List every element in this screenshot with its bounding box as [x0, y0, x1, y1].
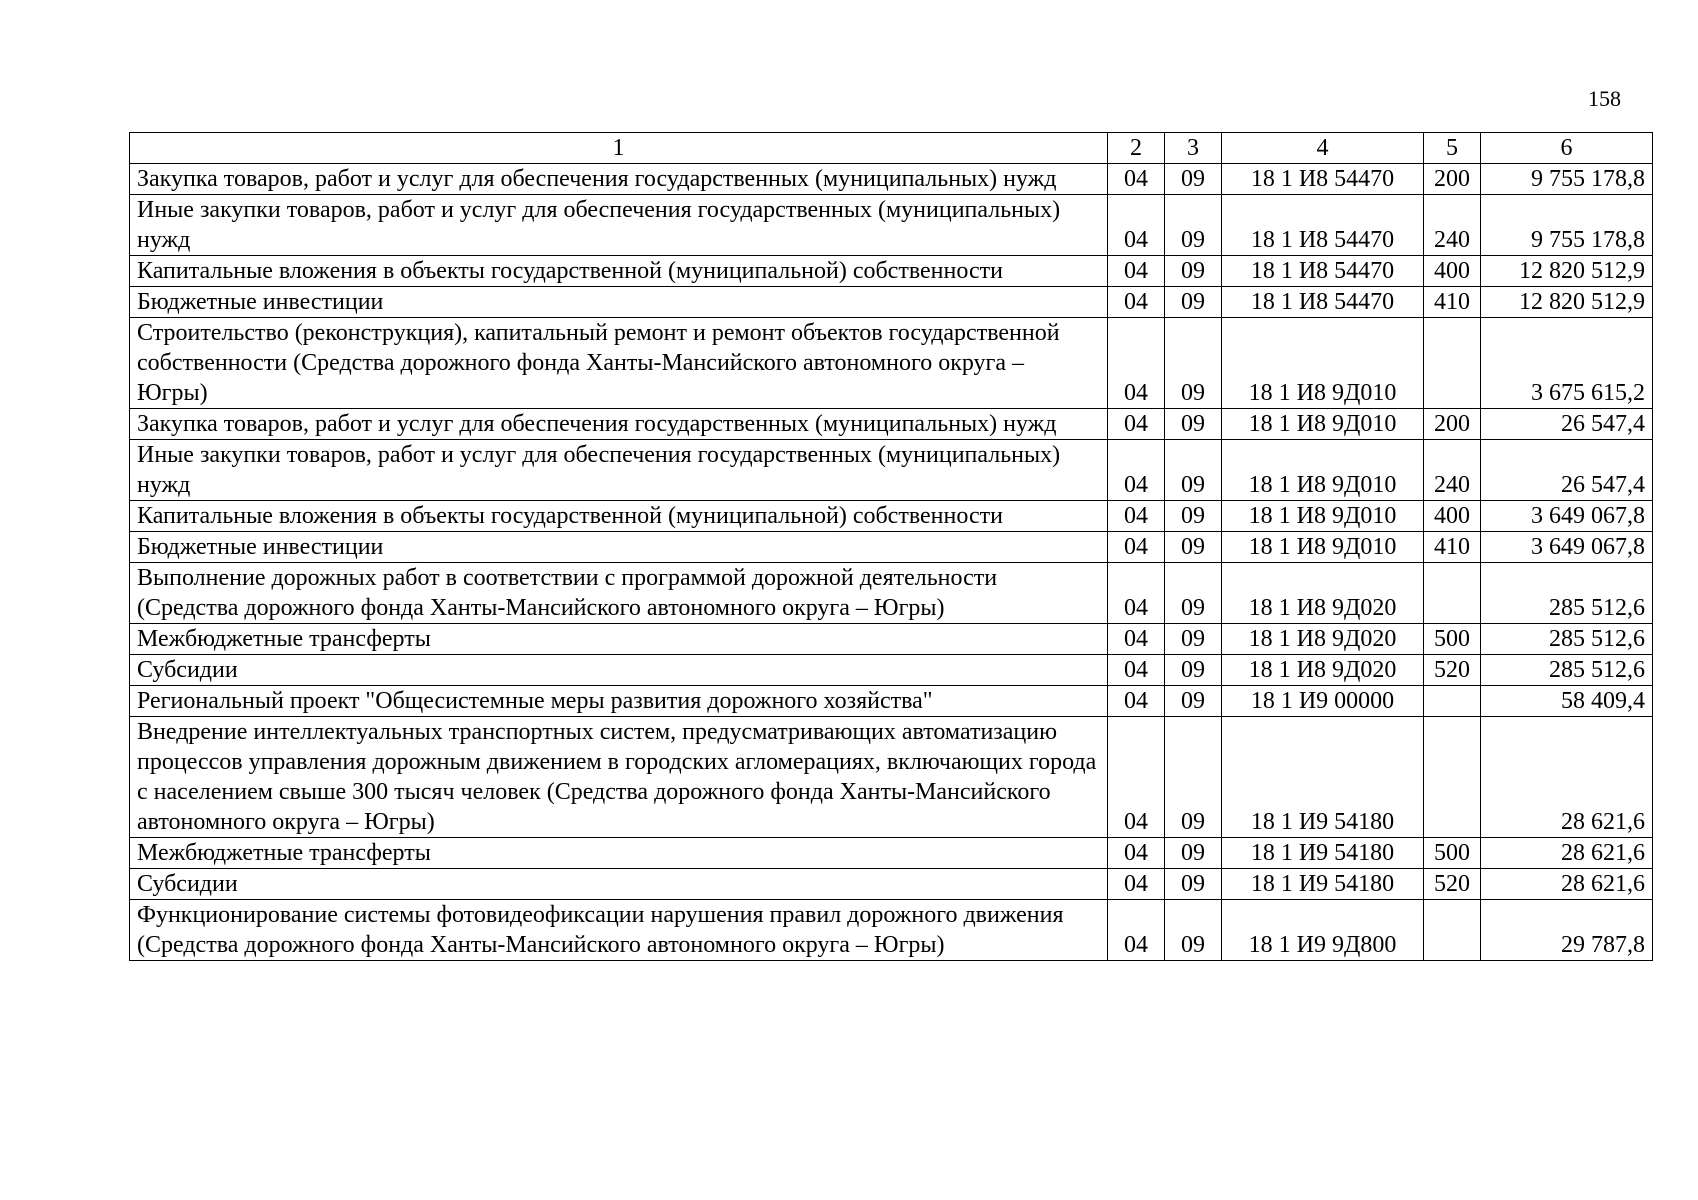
cell-subsection: 09 — [1165, 532, 1222, 563]
cell-name: Закупка товаров, работ и услуг для обеспечения государственных (муниципальных) нужд — [130, 409, 1108, 440]
cell-section: 04 — [1108, 838, 1165, 869]
cell-name: Выполнение дорожных работ в соответствии с программой дорожной деятельности (Средства дорожного фонда Ханты-Мансийского автономного округа – Югры) — [130, 563, 1108, 624]
cell-amount: 285 512,6 — [1481, 563, 1653, 624]
cell-name: Капитальные вложения в объекты государственной (муниципальной) собственности — [130, 501, 1108, 532]
cell-name: Субсидии — [130, 869, 1108, 900]
cell-subsection: 09 — [1165, 409, 1222, 440]
cell-expense-type: 410 — [1424, 532, 1481, 563]
cell-name: Иные закупки товаров, работ и услуг для обеспечения государственных (муниципальных) нужд — [130, 195, 1108, 256]
cell-amount: 285 512,6 — [1481, 624, 1653, 655]
page-number: 158 — [1588, 86, 1621, 111]
cell-subsection: 09 — [1165, 164, 1222, 195]
table-row — [130, 256, 1653, 287]
cell-target-article: 18 1 И8 9Д010 — [1222, 318, 1424, 409]
cell-amount: 285 512,6 — [1481, 655, 1653, 686]
cell-expense-type: 240 — [1424, 440, 1481, 501]
cell-target-article: 18 1 И9 00000 — [1222, 686, 1424, 717]
cell-target-article: 18 1 И8 54470 — [1222, 287, 1424, 318]
cell-subsection: 09 — [1165, 563, 1222, 624]
cell-target-article: 18 1 И8 9Д020 — [1222, 563, 1424, 624]
cell-section: 04 — [1108, 440, 1165, 501]
header-cell-pr: 3 — [1165, 133, 1222, 164]
table-row — [130, 501, 1653, 532]
cell-expense-type — [1424, 686, 1481, 717]
table-body — [130, 164, 1653, 961]
cell-name: Функционирование системы фотовидеофиксации нарушения правил дорожного движения (Средства дорожного фонда Ханты-Мансийского автономного округа – Югры) — [130, 900, 1108, 961]
cell-name: Строительство (реконструкция), капитальный ремонт и ремонт объектов государственной собственности (Средства дорожного фонда Ханты-Мансийского автономного округа – Югры) — [130, 318, 1108, 409]
cell-name: Межбюджетные трансферты — [130, 838, 1108, 869]
header-cell-vr: 5 — [1424, 133, 1481, 164]
cell-target-article: 18 1 И9 54180 — [1222, 838, 1424, 869]
cell-expense-type: 240 — [1424, 195, 1481, 256]
cell-expense-type — [1424, 717, 1481, 838]
table-row — [130, 900, 1653, 961]
cell-target-article: 18 1 И8 9Д020 — [1222, 624, 1424, 655]
cell-section: 04 — [1108, 501, 1165, 532]
cell-section: 04 — [1108, 318, 1165, 409]
cell-amount: 26 547,4 — [1481, 440, 1653, 501]
table-header — [130, 133, 1653, 164]
cell-name: Субсидии — [130, 655, 1108, 686]
cell-target-article: 18 1 И8 9Д010 — [1222, 532, 1424, 563]
cell-expense-type: 200 — [1424, 409, 1481, 440]
cell-amount: 28 621,6 — [1481, 838, 1653, 869]
cell-name: Внедрение интеллектуальных транспортных систем, предусматривающих автоматизацию процессов управления дорожным движением в городских агломерациях, включающих города с населением свыше 300 тысяч человек (Средства дорожного фонда Ханты-Мансийского автономного округа – Югры) — [130, 717, 1108, 838]
cell-name: Бюджетные инвестиции — [130, 532, 1108, 563]
cell-section: 04 — [1108, 686, 1165, 717]
cell-target-article: 18 1 И8 9Д010 — [1222, 501, 1424, 532]
table-row — [130, 409, 1653, 440]
table-row — [130, 287, 1653, 318]
cell-expense-type: 400 — [1424, 501, 1481, 532]
budget-table — [129, 132, 1653, 961]
cell-target-article: 18 1 И9 54180 — [1222, 717, 1424, 838]
cell-subsection: 09 — [1165, 195, 1222, 256]
cell-expense-type: 410 — [1424, 287, 1481, 318]
cell-amount: 58 409,4 — [1481, 686, 1653, 717]
table-row — [130, 563, 1653, 624]
cell-target-article: 18 1 И8 54470 — [1222, 164, 1424, 195]
table-row — [130, 869, 1653, 900]
cell-section: 04 — [1108, 900, 1165, 961]
cell-amount: 3 649 067,8 — [1481, 501, 1653, 532]
table-row — [130, 164, 1653, 195]
table-row — [130, 195, 1653, 256]
cell-section: 04 — [1108, 164, 1165, 195]
cell-expense-type: 200 — [1424, 164, 1481, 195]
cell-amount: 3 675 615,2 — [1481, 318, 1653, 409]
header-cell-rz: 2 — [1108, 133, 1165, 164]
cell-subsection: 09 — [1165, 900, 1222, 961]
cell-expense-type: 500 — [1424, 624, 1481, 655]
cell-name: Закупка товаров, работ и услуг для обеспечения государственных (муниципальных) нужд — [130, 164, 1108, 195]
cell-name: Капитальные вложения в объекты государственной (муниципальной) собственности — [130, 256, 1108, 287]
cell-section: 04 — [1108, 195, 1165, 256]
cell-subsection: 09 — [1165, 256, 1222, 287]
table-row — [130, 440, 1653, 501]
cell-expense-type: 520 — [1424, 655, 1481, 686]
cell-subsection: 09 — [1165, 717, 1222, 838]
cell-subsection: 09 — [1165, 655, 1222, 686]
cell-amount: 12 820 512,9 — [1481, 256, 1653, 287]
cell-target-article: 18 1 И8 9Д020 — [1222, 655, 1424, 686]
cell-expense-type — [1424, 900, 1481, 961]
table-row — [130, 717, 1653, 838]
cell-subsection: 09 — [1165, 869, 1222, 900]
cell-subsection: 09 — [1165, 440, 1222, 501]
cell-subsection: 09 — [1165, 686, 1222, 717]
header-cell-name: 1 — [130, 133, 1108, 164]
cell-amount: 12 820 512,9 — [1481, 287, 1653, 318]
cell-amount: 3 649 067,8 — [1481, 532, 1653, 563]
cell-subsection: 09 — [1165, 318, 1222, 409]
cell-expense-type: 500 — [1424, 838, 1481, 869]
cell-subsection: 09 — [1165, 287, 1222, 318]
cell-amount: 28 621,6 — [1481, 717, 1653, 838]
cell-expense-type — [1424, 318, 1481, 409]
cell-section: 04 — [1108, 256, 1165, 287]
header-cell-csr: 4 — [1222, 133, 1424, 164]
cell-name: Бюджетные инвестиции — [130, 287, 1108, 318]
cell-expense-type: 520 — [1424, 869, 1481, 900]
cell-section: 04 — [1108, 532, 1165, 563]
cell-amount: 29 787,8 — [1481, 900, 1653, 961]
table-row — [130, 318, 1653, 409]
cell-amount: 9 755 178,8 — [1481, 195, 1653, 256]
cell-section: 04 — [1108, 717, 1165, 838]
cell-subsection: 09 — [1165, 624, 1222, 655]
cell-section: 04 — [1108, 624, 1165, 655]
cell-expense-type — [1424, 563, 1481, 624]
cell-target-article: 18 1 И8 54470 — [1222, 256, 1424, 287]
cell-section: 04 — [1108, 287, 1165, 318]
cell-amount: 26 547,4 — [1481, 409, 1653, 440]
cell-expense-type: 400 — [1424, 256, 1481, 287]
cell-subsection: 09 — [1165, 501, 1222, 532]
header-row — [130, 133, 1653, 164]
cell-amount: 9 755 178,8 — [1481, 164, 1653, 195]
table-row — [130, 624, 1653, 655]
cell-subsection: 09 — [1165, 838, 1222, 869]
table-row — [130, 532, 1653, 563]
table-row — [130, 838, 1653, 869]
cell-section: 04 — [1108, 563, 1165, 624]
table-row — [130, 686, 1653, 717]
cell-target-article: 18 1 И8 9Д010 — [1222, 440, 1424, 501]
cell-name: Региональный проект "Общесистемные меры развития дорожного хозяйства" — [130, 686, 1108, 717]
cell-target-article: 18 1 И8 9Д010 — [1222, 409, 1424, 440]
cell-target-article: 18 1 И8 54470 — [1222, 195, 1424, 256]
cell-amount: 28 621,6 — [1481, 869, 1653, 900]
cell-target-article: 18 1 И9 54180 — [1222, 869, 1424, 900]
cell-section: 04 — [1108, 869, 1165, 900]
cell-section: 04 — [1108, 409, 1165, 440]
cell-section: 04 — [1108, 655, 1165, 686]
cell-name: Межбюджетные трансферты — [130, 624, 1108, 655]
cell-name: Иные закупки товаров, работ и услуг для обеспечения государственных (муниципальных) нужд — [130, 440, 1108, 501]
cell-target-article: 18 1 И9 9Д800 — [1222, 900, 1424, 961]
table-row — [130, 655, 1653, 686]
header-cell-sum: 6 — [1481, 133, 1653, 164]
